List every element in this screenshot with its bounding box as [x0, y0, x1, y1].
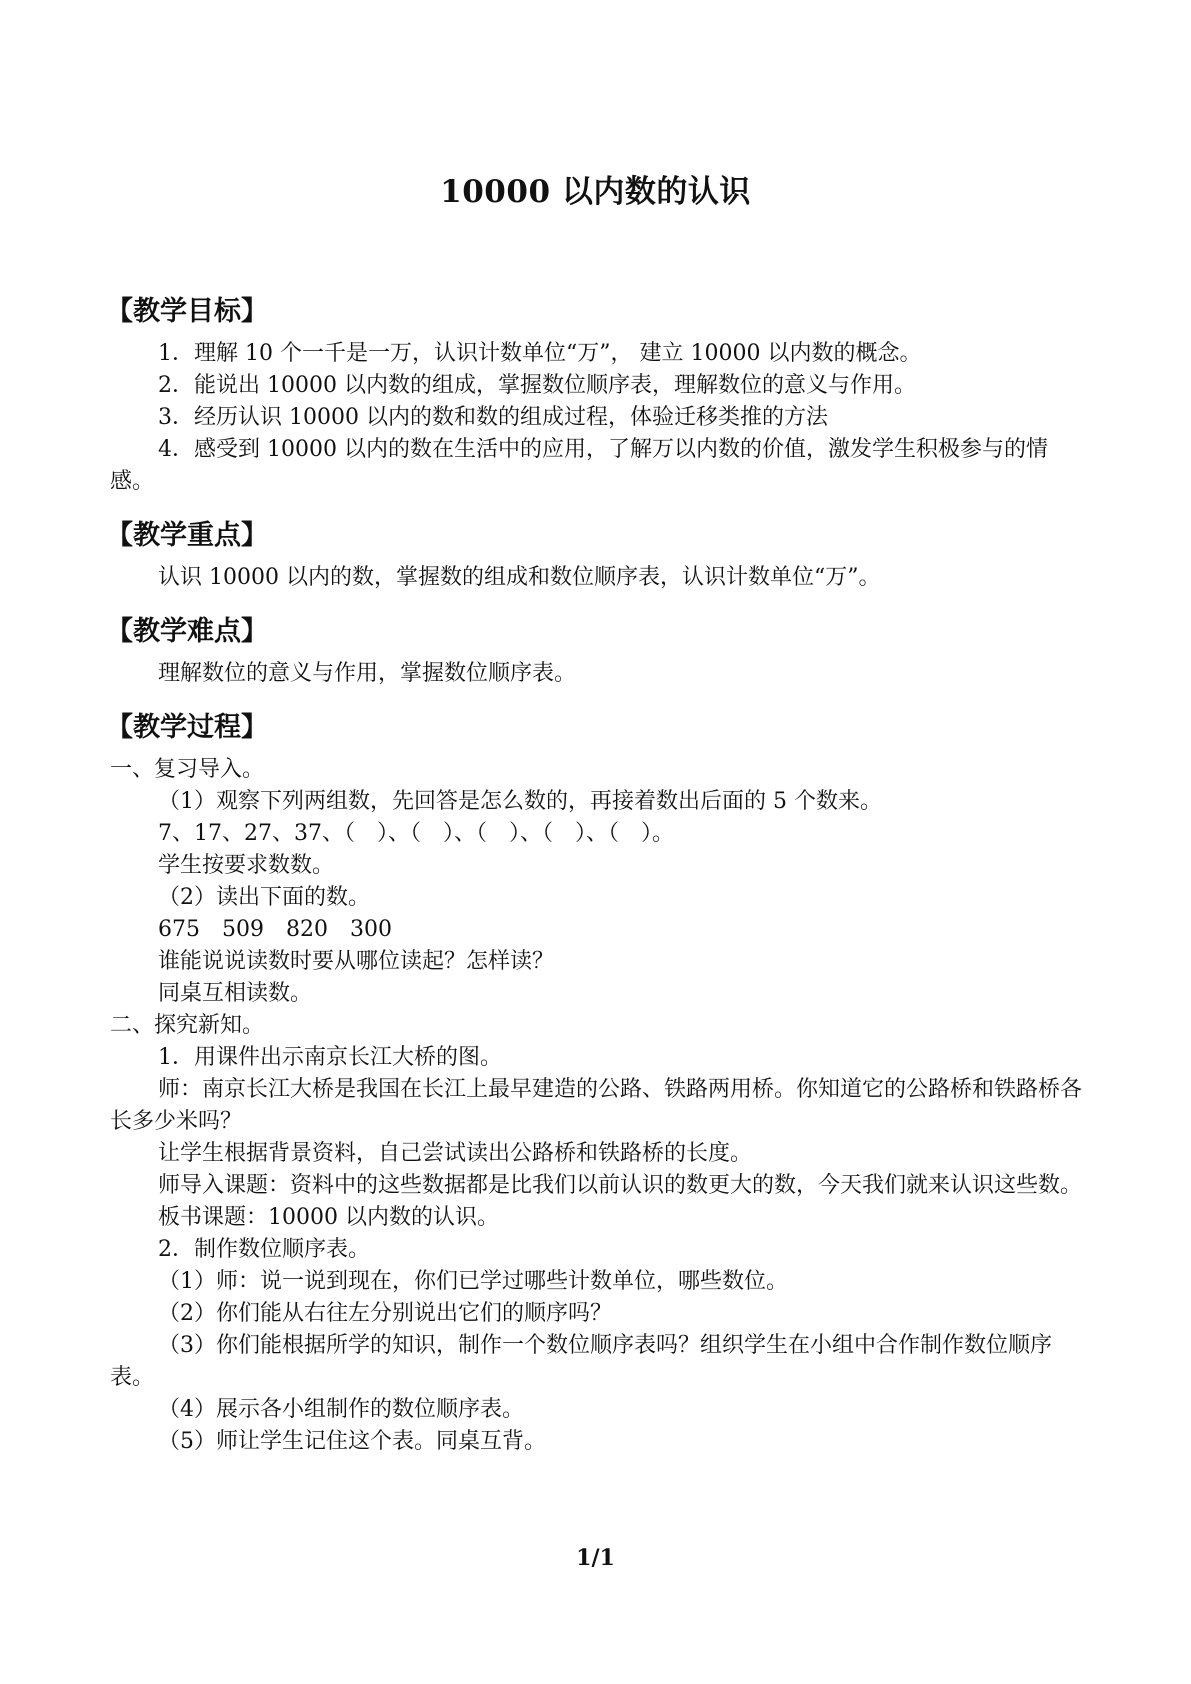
- process-line: （4）展示各小组制作的数位顺序表。: [158, 1397, 524, 1422]
- process-line: （2）你们能从右往左分别说出它们的顺序吗？: [158, 1301, 612, 1326]
- process-line: 学生按要求数数。: [158, 853, 335, 878]
- section-heading-difficulties: 【教学难点】: [106, 616, 268, 647]
- process-line: 让学生根据背景资料，自己尝试读出公路桥和铁路桥的长度。: [158, 1141, 753, 1166]
- process-line: （1）观察下列两组数，先回答是怎么数的，再接着数出后面的 5 个数来。: [158, 789, 882, 814]
- process-line: 二、探究新知。: [110, 1013, 265, 1038]
- goal-item: 3．经历认识 10000 以内的数和数的组成过程，体验迁移类推的方法: [158, 405, 828, 430]
- key-points-text: 认识 10000 以内的数，掌握数的组成和数位顺序表，认识计数单位“万”。: [158, 565, 881, 590]
- process-line: 1．用课件出示南京长江大桥的图。: [158, 1045, 502, 1070]
- page-number: 1/1: [576, 1545, 615, 1571]
- goal-item: 4．感受到 10000 以内的数在生活中的应用，了解万以内数的价值，激发学生积极参与的情感。: [110, 437, 1048, 494]
- process-line: （5）师让学生记住这个表。同桌互背。: [158, 1429, 546, 1454]
- process-line: 板书课题：10000 以内数的认识。: [158, 1205, 499, 1230]
- process-line: 同桌互相读数。: [158, 981, 313, 1006]
- process-line: 一、复习导入。: [110, 757, 265, 782]
- difficulties-text: 理解数位的意义与作用，掌握数位顺序表。: [158, 661, 577, 686]
- process-line: 7、17、27、37、（ ）、（ ）、（ ）、（ ）、（ ）。: [158, 821, 674, 846]
- section-heading-goals: 【教学目标】: [106, 296, 268, 327]
- document-title: 10000 以内数的认识: [440, 174, 751, 210]
- section-heading-key-points: 【教学重点】: [106, 520, 268, 551]
- process-line: （2）读出下面的数。: [158, 885, 370, 910]
- process-line: 675 509 820 300: [158, 917, 392, 942]
- process-line: （1）师：说一说到现在，你们已学过哪些计数单位，哪些数位。: [158, 1269, 788, 1294]
- process-line: 2．制作数位顺序表。: [158, 1237, 370, 1262]
- goal-item: 2．能说出 10000 以内数的组成，掌握数位顺序表，理解数位的意义与作用。: [158, 373, 916, 398]
- process-line: 谁能说说读数时要从哪位读起？怎样读？: [158, 949, 555, 974]
- process-line: （3）你们能根据所学的知识，制作一个数位顺序表吗？组织学生在小组中合作制作数位顺序表。: [110, 1333, 1053, 1390]
- document-body: [106, 292, 1090, 1458]
- section-heading-process: 【教学过程】: [106, 712, 268, 743]
- goal-item: 1．理解 10 个一千是一万，认识计数单位“万”， 建立 10000 以内数的概念。: [158, 341, 922, 366]
- process-line: 师导入课题：资料中的这些数据都是比我们以前认识的数更大的数，今天我们就来认识这些数。: [158, 1173, 1083, 1198]
- process-line: 师：南京长江大桥是我国在长江上最早建造的公路、铁路两用桥。你知道它的公路桥和铁路桥各长多少米吗？: [110, 1077, 1083, 1134]
